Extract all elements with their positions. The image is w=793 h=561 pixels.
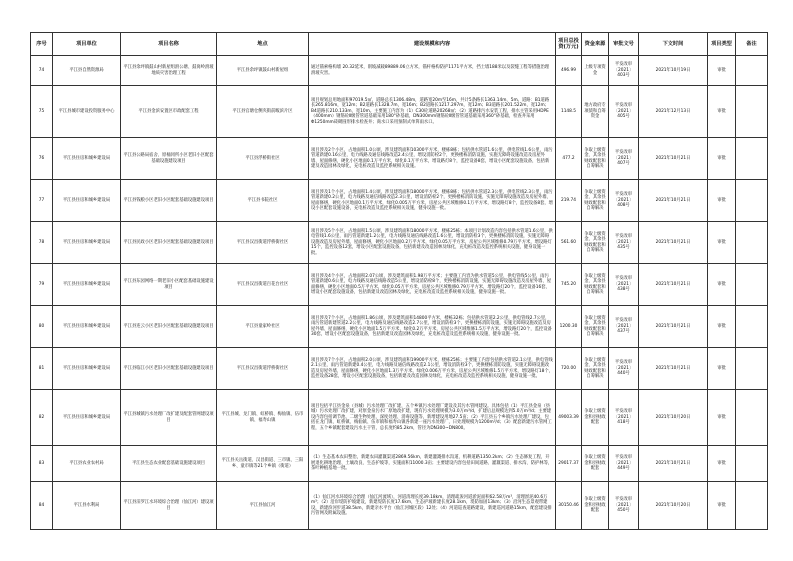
row-funding: 争取上级资金、其余县财政配套和自筹解决 [582,348,609,390]
row-date: 2021年10月20日 [639,482,708,530]
row-investment: 720.00 [556,348,582,390]
header-approval: 审批文号 [609,33,639,56]
row-funding: 争取上级资金、其余县财政配套和自筹解决 [582,264,609,306]
row-remark [736,446,768,482]
row-remark [736,264,768,306]
row-type: 审批 [708,446,736,482]
row-no: 82 [31,390,53,446]
row-name: 平江县临江小区老旧小区配套基础设施建设项目 [121,348,217,390]
row-date: 2021年10月21日 [639,306,708,348]
row-date: 2021年10月20日 [639,390,708,446]
row-investment: 1200.30 [556,306,582,348]
row-remark [736,482,768,530]
row-name: 平江县金滨安置区市政配套工程 [121,86,217,138]
row-remark [736,138,768,180]
row-content: （1）仙江河水环境综合治理（仙江河流域），河道清理长度39.18km，清理疏浚河道淤泥面积62.58万m³，清理淤泥40.6万m³；（2）沿岸堤防护坡建设，新建堤防长度17.6km，生态护坡新建长度28.1km，堤防加固13km；（3）沿河生态景观带建设，新建滨河步道38.5km，新建亲水平台（仙江河城区段）12处；（4）河道巡查道路建设，新建巡河道路15km，配套建设排污管网及附属设施。 [309,482,556,530]
header-content: 建设规模和内容 [309,33,556,56]
row-location: 平江县汉昌街道浮桥街社区 [217,222,309,264]
row-location: 平江县关岳街道、汉昌街道、三市镇、三阳乡、童市镇等21个乡镇（街道） [217,446,309,482]
row-remark [736,348,768,390]
row-name: 平江县钱粮小区老旧小区配套基础设施建设项目 [121,180,217,222]
row-type: 审批 [708,482,736,530]
row-unit: 平江县城市建设投资服务中心 [53,86,121,138]
table-row [31,86,768,138]
row-date: 2021年10月21日 [639,180,708,222]
row-date: 2021年12月13日 [639,86,708,138]
row-date: 2021年10月21日 [639,446,708,482]
table-row [31,222,768,264]
row-approval: 平发改审〔2021〕403号 [609,56,639,86]
row-unit: 平江县水利局 [53,482,121,530]
row-funding: 争取上级资金和县财政配套 [582,390,609,446]
header-no: 序号 [31,33,53,56]
row-remark [736,306,768,348]
row-remark [736,390,768,446]
row-type: 审批 [708,222,736,264]
row-name: 平江县东园网络一期老旧小区配套基础设施建设项目 [121,264,217,306]
row-type: 审批 [708,390,736,446]
row-no: 84 [31,482,53,530]
row-name: 平江县城镇污水处理厂改扩建及配套管网建设项目 [121,390,217,446]
row-location: 平江县城、龙门镇、虹桥镇、梅仙镇、伍市镇、福寿山镇 [217,390,309,446]
row-content: 通过锚索格构墙 20.32延米，削坡减载89889.06立方米，锚杆格构防护1171平方米，挡土墙188米以及裂缝工程等措施治理滑坡灾害。 [309,56,556,86]
row-approval: 平发改审〔2021〕437号 [609,306,639,348]
row-remark [736,180,768,222]
row-name: 平江县连云小区老旧小区配套基础设施建设项目 [121,306,217,348]
row-unit: 平江县住房和城乡建设局 [53,390,121,446]
row-content: 项目规划总用地面积97019.5㎡，道路总长1306.48m，道路宽20m至16m，共计5条路长1363.14m、5m。道路：B1道路长265.816m，宽12m；B2道路长1328.7m，宽16m；B2道路长1217.297m，宽12m；B3道路长201.522m，宽12m；B4道路长210.133m，宽10m。主要施工内容为（1）C30砼道路20268㎡；（2）道路排污水安装工程，排水主管采用HDPE（400mm）钢筋砼Ⅱ级管管道基础采用180°砂基础，DN300mm钢筋砼Ⅱ级管管道基础采用360°砂基础，检查井采用Φ1250mm砖砌圆形排水检查井；商水口采用预制式单箅雨水口。 [309,86,556,138]
row-type: 审批 [708,348,736,390]
header-date: 下文时间 [639,33,708,56]
row-name: 平江县余坪镇鼓山村新屋组滑公塘、鼓岗岭滑坡地质灾害治理工程 [121,56,217,86]
row-date: 2021年10月21日 [639,348,708,390]
row-funding: 争取上级资金、其余县财政配套和自筹解决 [582,180,609,222]
row-investment: 30150.46 [556,482,582,530]
header-name: 项目名称 [121,33,217,56]
row-date: 2021年10月21日 [639,138,708,180]
row-approval: 平发改审〔2021〕408号 [609,180,639,222]
row-content: 项目包括平江县金泉（县城）污水处理厂改扩建，五个乡镇污水处理厂建设及其污水管网建设。具体包括（1）平江县金泉（县城）污水处理厂改扩建，对原金泉污水厂原地改扩建，现有污水处理规模为3.0万m³/d，扩建后总规模达到5.0万m³/d；主要建设内容包括调节池、二级生物处理、深度处理、消毒设施等，新增建设用地27.5亩；（2）平江县五个乡镇污水处理厂建设，包括在龙门镇、虹桥镇、梅仙镇、伍市镇和福寿山镇各新建一座污水处理厂，日处理规模为1200m³/d；（3）配套新建污水管网工程，五个乡镇配套建设污水主干管，总长度约85.2km，管径为DN300~DN800。 [309,390,556,446]
row-approval: 平发改审〔2021〕449号 [609,446,639,482]
row-date: 2021年10月21日 [639,222,708,264]
table-row [31,138,768,180]
row-funding: 争取上级资金和县财政配套 [582,482,609,530]
row-investment: 1148.5 [556,86,582,138]
row-content: 项目涉及5个小区，占地面积1.5公顷，涉及建筑面积18000平方米，楼栋25栋；本项目计划改造内容包括供水管道1.6公里，供电管线1.6公里，雨污管道新建1.2公里，电力线路及通信线路改造1.6公里，增设消防栓3个，更换楼栋消防设施，实施无障碍设施改造及房屋外墙、屋面修缮，硬化小区地面0.2万平方米，绿化0.05万平方米，房屋公共区域维修0.79万平方米，增设路灯15个，监控设备12套，增设小区配套设施设备，包括新建及改造园林及绿化，充电桩改造及监控系统相关设施，健身设施一批。 [309,222,556,264]
row-approval: 平发改审〔2021〕407号 [609,138,639,180]
row-approval: 平发改审〔2021〕440号 [609,348,639,390]
row-location: 平江县童家岭社区 [217,306,309,348]
row-remark [736,222,768,264]
row-remark [736,56,768,86]
row-no: 77 [31,180,53,222]
table-row [31,482,768,530]
row-content: 项目涉及1个小区，占地面积1.4公顷，涉及建筑面积18000平方米，楼栋8栋；包括供水管道2.3公里，供电管线2.3公里，雨污管道新建0.2公里，电力线路及通信线路改造2.3公里，增设消防栓2个，更换楼栋消防设施，实施无障碍设施改造及房屋外墙、屋面修缮，硬化小区地面0.1万平方米，绿化0.005万平方米，房屋公共区域维修0.1万平方米，增设路灯8个，监控设备8套，增设小区配套设施设备，充电桩改造及监控系统相关设施，健身设施一批。 [309,180,556,222]
header-location: 地点 [217,33,309,56]
header-type: 项目类型 [708,33,736,56]
row-no: 79 [31,264,53,306]
project-approval-table [30,32,768,530]
row-no: 74 [31,56,53,86]
row-location: 平江县浮桥街社区 [217,138,309,180]
row-type: 审批 [708,306,736,348]
row-approval: 平发改审〔2021〕438号 [609,264,639,306]
row-investment: 219.74 [556,180,582,222]
row-location: 平江县余坪镇鼓山村新屋组 [217,56,309,86]
row-funding: 地方政府专项债和自筹资金 [582,86,609,138]
row-location: 平江县书院社区 [217,180,309,222]
row-funding: 争取上级资金、其余县财政配套和自筹解决 [582,222,609,264]
row-approval: 平发改审〔2021〕435号 [609,222,639,264]
row-unit: 平江县住房和城乡建设局 [53,306,121,348]
row-no: 78 [31,222,53,264]
row-no: 80 [31,306,53,348]
row-location: 平江县汉昌街道百花台社区 [217,264,309,306]
row-investment: 477.2 [556,138,582,180]
table-row [31,264,768,306]
table-row [31,180,768,222]
row-type: 审批 [708,86,736,138]
header-investment: 项目总投资(万元) [556,33,582,56]
row-unit: 平江县自然资源局 [53,56,121,86]
table-row [31,348,768,390]
row-content: 项目涉及4个小区，占地面积2.07公顷，涉及建筑面积1.98万平方米；主要施工内容为供水管道5公里，供电管线5公里，雨污管道新建0.6公里，电力线路及通信线路改造5公里，增设消防栓8个，更换楼栋消防设施，实施无障碍设施改造及房屋外墙、屋面修缮，硬化小区地面0.5万平方米，绿化0.05万平方米，房屋公共区域维修0.79万平方米，增设路灯20个，监控设备16套，增设小区配套设施设备，包括新建及改造园林及绿化，充电桩改造及监控系统相关设施，健身设施一批。 [309,264,556,306]
row-investment: 49003.39 [556,390,582,446]
header-unit: 项目单位 [53,33,121,56]
row-no: 75 [31,86,53,138]
row-type: 审批 [708,264,736,306]
row-unit: 平江县农业农村局 [53,446,121,482]
row-investment: 496.99 [556,56,582,86]
row-content: 项目涉及7个小区，占地面积1.86公顷，涉及建筑面积14800平方米，楼栋32栋；包括供水管道2.2公里，供电管线2.7公里，雨污管道新建管道2.2公里，电力线路及通信线路改造2.7公里，增设消防栓3个，更换楼栋消防设施，实施无障碍设施改造及房屋外墙、屋面修缮，硬化小区地面1.5万平方米，绿化0.2万平方米，房屋公共区域维修1.5万平方米，增设路灯20个，监控设备30套，增设小区配套设施设备，包括新建及改造园林及绿化，充电桩改造及监控系统相关设施，健身设施一批。 [309,306,556,348]
table-body [31,56,768,530]
row-content: 项目涉及7个小区，占地面积2.0公顷，涉及建筑面积19900平方米，楼栋25栋；主要施工内容包括供水管道2.1公里，供电管线2.1公里，雨污管道新建0.4公里，电力线路及通信线路改造2.1公里，增设消防栓3个，更换楼栋消防设施，实施无障碍设施改造及房屋外墙、屋面修缮，硬化小区地面1.3万平方米，绿化0.006万平方米，房屋公共区域维修1.5万平方米，增设路灯18个，监控设备28套，增设小区配套设施设备，包括新建及改造园林及绿化，充电桩改造及监控系统相关设施，健身设施一批。 [309,348,556,390]
table-row [31,446,768,482]
row-type: 审批 [708,138,736,180]
row-investment: 745.20 [556,264,582,306]
row-funding: 争取上级资金和县财政配套 [582,446,609,482]
row-investment: 561.60 [556,222,582,264]
row-name: 平江县生态农业配套基础设施建设项目 [121,446,217,482]
row-date: 2021年10月21日 [639,264,708,306]
table-row [31,56,768,86]
row-funding: 争取上级资金、其余县财政配套和自筹解决 [582,138,609,180]
row-type: 审批 [708,56,736,86]
row-name: 平江县公路局宿舍、原桶冈所小区老旧小区配套基础设施建设项目 [121,138,217,180]
table-header-row [31,33,768,56]
row-unit: 平江县住房和城乡建设局 [53,264,121,306]
row-investment: 29017.37 [556,446,582,482]
row-content: （1）生态基本农田整治，新建农田灌溉渠道2869.56km，新建灌溉排水沟道、机耕道路1350.2km；（2）生态修复工程，开展退化耕地治理、土壤改良、生态护坡等，实施面积11000.3亩；主要建设内容包括田间道路、灌溉渠道、排水沟、防护林等，茶叶种植基地一批。 [309,446,556,482]
row-funding: 争取上级资金、其余县财政配套和自筹解决 [582,306,609,348]
row-approval: 平发改审〔2021〕418号 [609,390,639,446]
row-location: 平江县汉昌街道浮桥街社区 [217,348,309,390]
row-unit: 平江县住房和城乡建设局 [53,180,121,222]
row-unit: 平江县住房和城乡建设局 [53,348,121,390]
row-location: 平江县仙江河 [217,482,309,530]
row-unit: 平江县住房和城乡建设局 [53,138,121,180]
row-funding: 上级专项资金 [582,56,609,86]
row-no: 83 [31,446,53,482]
table-row [31,306,768,348]
row-date: 2021年10月19日 [639,56,708,86]
row-approval: 平发改审〔2021〕405号 [609,86,639,138]
row-unit: 平江县住房和城乡建设局 [53,222,121,264]
row-no: 81 [31,348,53,390]
table-row [31,390,768,446]
row-name: 平江县汨罗江水环境综合治理（仙江河）建设项目 [121,482,217,530]
row-type: 审批 [708,180,736,222]
header-remark: 备注 [736,33,768,56]
row-no: 76 [31,138,53,180]
header-funding: 资金来源 [582,33,609,56]
row-remark [736,86,768,138]
row-content: 项目涉及2个小区，占地面积1.0公顷，涉及建筑面积10300平方米，楼栋8栋；包括供水管道1.6公里，供电管线1.6公里，雨污管道新建0.16公里，电力线路及通信线路改造2.4公里，增设消防栓2个，更换楼栋消防设施，实施无障碍设施改造及房屋外墙、屋面修缮，硬化小区地面0.1万平方米，绿化0.1万平方米，增设路灯8个，监控设备8套，增设小区配套设施设备，包括新建及改造园林及绿化，充电桩改造及监控系统相关设施。 [309,138,556,180]
row-location: 平江县官塘仓侧夹街前畈滨片区 [217,86,309,138]
row-name: 平江县民政小区老旧小区配套基础设施建设项目 [121,222,217,264]
row-approval: 平发改审〔2021〕450号 [609,482,639,530]
